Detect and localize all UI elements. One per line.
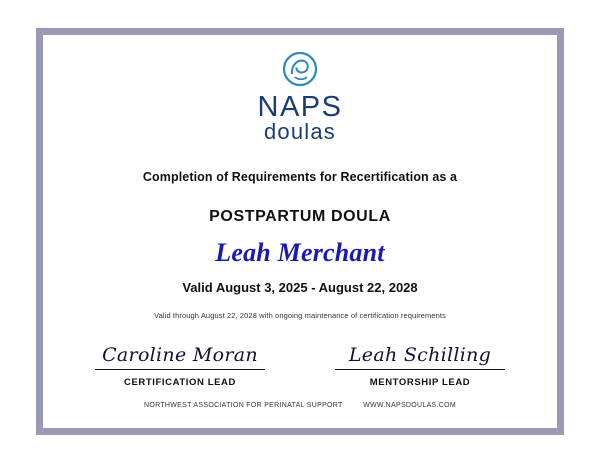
brand-wordmark: NAPS	[257, 91, 343, 123]
signature-mark: Leah Schilling	[348, 343, 492, 366]
brand-logo	[258, 48, 343, 144]
footer-website: WWW.NAPSDOULAS.COM	[363, 402, 456, 409]
brand-subword: doulas	[263, 119, 336, 145]
signature-block-mentorship-lead	[335, 343, 505, 388]
naps-spiral-logo-icon	[277, 48, 323, 90]
credential-title: POSTPARTUM DOULA	[209, 207, 391, 225]
signature-title: CERTIFICATION LEAD	[124, 376, 236, 388]
signature-rule	[95, 369, 265, 370]
signature-title: MENTORSHIP LEAD	[369, 376, 471, 388]
certificate-headline: Completion of Requirements for Recertification as a	[142, 169, 458, 184]
signature-block-certification-lead	[95, 343, 265, 388]
validity-fineprint: Valid through August 22, 2028 with ongoing maintenance of certification requirements	[154, 310, 446, 320]
certificate-content	[52, 40, 548, 423]
signature-rule	[335, 369, 505, 370]
footer-organization: NORTHWEST ASSOCIATION FOR PERINATAL SUPPORT	[144, 402, 343, 409]
signature-row	[52, 343, 548, 388]
validity-dates: Valid August 3, 2025 - August 22, 2028	[182, 279, 418, 295]
certificate-footer	[52, 402, 548, 409]
signature-mark: Caroline Moran	[102, 343, 258, 366]
recipient-name: Leah Merchant	[215, 237, 385, 267]
